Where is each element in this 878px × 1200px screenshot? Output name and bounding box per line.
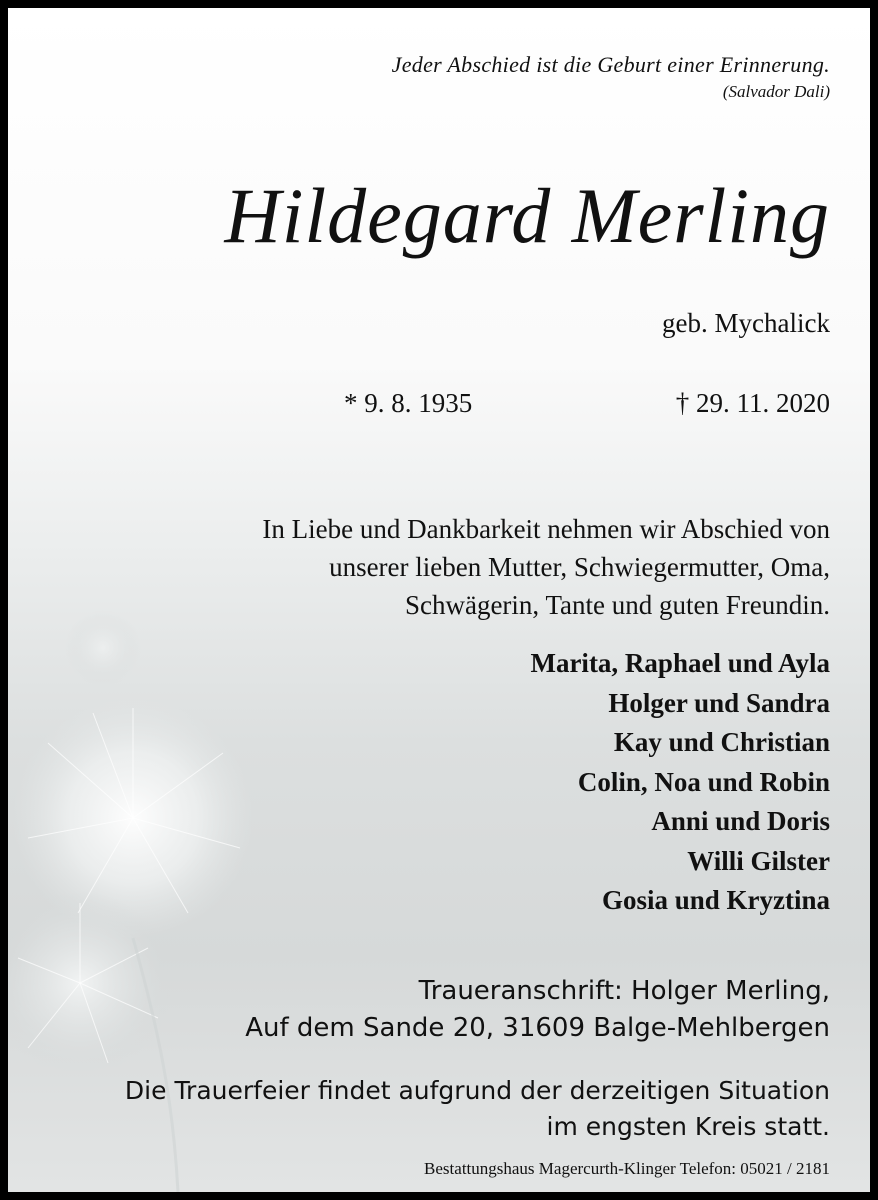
mourner-entry: Gosia und Kryztina bbox=[601, 885, 830, 915]
funeral-home-footer: Bestattungshaus Magercurth-Klinger Telefon: 05021 / 2181 bbox=[424, 1159, 830, 1178]
mourner-entry: Marita, Raphael und Ayla bbox=[530, 648, 830, 678]
ceremony-line: im engsten Kreis statt. bbox=[546, 1112, 830, 1141]
deceased-name: Hildegard Merling bbox=[224, 172, 830, 259]
mourners-list bbox=[530, 644, 830, 921]
quote-text: Jeder Abschied ist die Geburt einer Erinnerung. bbox=[391, 52, 830, 77]
farewell-line: In Liebe und Dankbarkeit nehmen wir Abschied von bbox=[262, 514, 830, 544]
farewell-text bbox=[262, 510, 830, 624]
mourner-entry: Holger und Sandra bbox=[608, 687, 830, 718]
address-line: Traueranschrift: Holger Merling, bbox=[418, 976, 830, 1006]
mourner-entry: Anni und Doris bbox=[651, 806, 830, 836]
mourner-entry: Willi Gilster bbox=[687, 845, 830, 876]
mourning-address bbox=[245, 973, 830, 1047]
maiden-name: geb. Mychalick bbox=[662, 308, 830, 338]
farewell-line: unserer lieben Mutter, Schwiegermutter, Oma, bbox=[329, 552, 830, 582]
quote-author: (Salvador Dali) bbox=[722, 82, 830, 101]
address-line: Auf dem Sande 20, 31609 Balge-Mehlbergen bbox=[245, 1013, 830, 1043]
mourner-entry: Colin, Noa und Robin bbox=[577, 766, 830, 797]
farewell-line: Schwägerin, Tante und guten Freundin. bbox=[404, 590, 830, 620]
mourner-entry: Kay und Christian bbox=[613, 727, 830, 757]
death-date: † 29. 11. 2020 bbox=[675, 388, 830, 418]
birth-date: * 9. 8. 1935 bbox=[344, 388, 473, 418]
ceremony-notice bbox=[125, 1073, 830, 1145]
ceremony-line: Die Trauerfeier findet aufgrund der derzeitigen Situation bbox=[124, 1076, 830, 1105]
